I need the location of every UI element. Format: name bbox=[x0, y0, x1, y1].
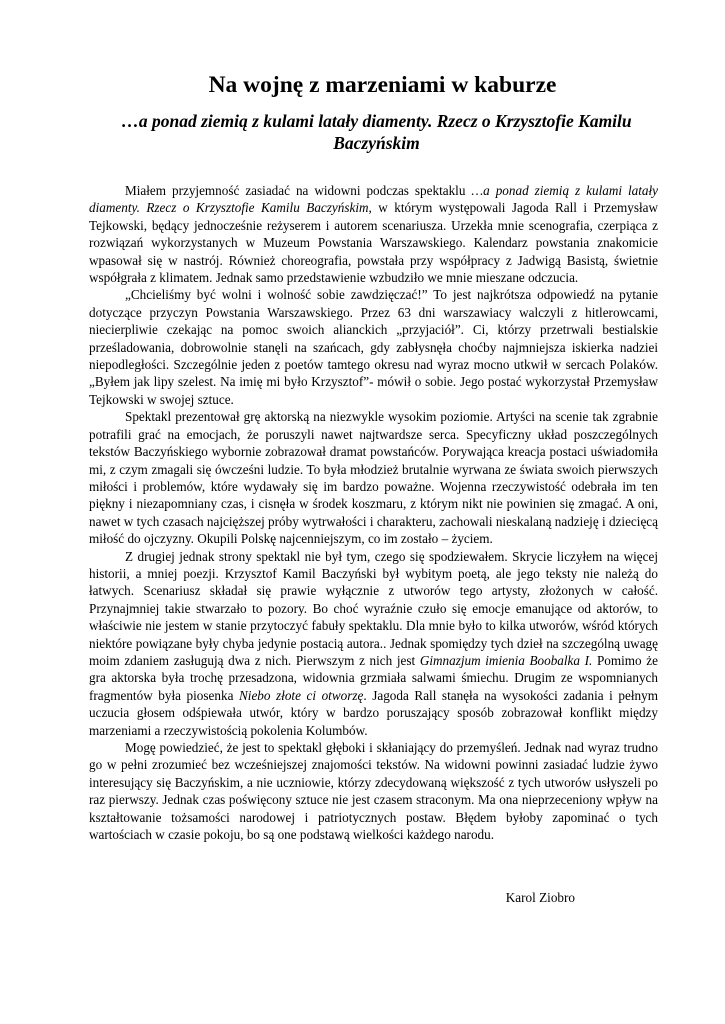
song-title-reference: Niebo złote ci otworzę bbox=[238, 687, 364, 703]
paragraph-4-text-a: Z drugiej jednak strony spektakl nie był tym, czego się spodziewałem. Skrycie liczyłem na więcej historii, a mniej poezji. Krzysztof Kamil Baczyński był wybitym poetą, ale jego teksty nie należą do łatwych. Scenariusz składał się prawie wyłącznie z utworów tego artysty, złożonych w całość. Przynajmniej takie stwarzało to pozory. Bo choć wyraźnie czuło się emocje emanujące od aktorów, to właściwie nie jestem w stanie przytoczyć fabuły spektaklu. Dla mnie było to kilka utworów, wśród których niektóre powiązane były chyba jedynie postacią autora.. Jednak spomiędzy tych dzieł na szczególną uwagę moim zdaniem zasługują dwa z nich. Pierwszym z nich jest bbox=[89, 548, 658, 668]
article-title: Na wojnę z marzeniami w kaburze bbox=[208, 72, 557, 98]
paragraph-4 bbox=[89, 548, 658, 739]
play-title-reference: …a ponad ziemią z kulami latały diamenty. Rzecz o Krzysztofie Kamilu Baczyńskim bbox=[89, 183, 659, 216]
paragraph-4-text-e: . Jagoda Rall stanęła na wysokości zadania i pełnym uczucia głosem odśpiewała utwór, który w bardzo poruszający sposób zobrazował konflikt między marzeniami a rzeczywistością pokolenia Kolumbów. bbox=[89, 687, 658, 738]
paragraph-5: Mogę powiedzieć, że jest to spektakl głęboki i skłaniający do przemyśleń. Jednak nad wyraz trudno go w pełni zrozumieć bez wcześniejszej znajomości tekstów. Na widowni powinni zasiadać ludzie żywo interesujący się Baczyńskim, a nie uczniowie, którzy zdecydowaną większość z tych utworów usłyszeli po raz pierwszy. Jednak czas poświęcony sztuce nie jest czasem straconym. Ma ona nieprzeceniony wpływ na kształtowanie tożsamości narodowej i patriotycznych postaw. Błędem byłoby zapominać o tych wartościach w czasie pokoju, bo są one podstawą wielkości każdego narodu. bbox=[89, 740, 658, 843]
paragraph-1 bbox=[89, 182, 658, 286]
article-body bbox=[89, 182, 658, 843]
gimnazjum-title-reference: Gimnazjum imienia Boobalka I. bbox=[419, 652, 593, 668]
author-signature: Karol Ziobro bbox=[505, 890, 575, 905]
article-subtitle: …a ponad ziemią z kulami latały diamenty. Rzecz o Krzysztofie Kamilu Baczyńskim bbox=[121, 111, 632, 153]
paragraph-4-text-c: Pomimo że gra aktorska była trochę przesadzona, widownia grzmiała salwami śmiechu. Drugim ze wspomnianych fragmentów była piosenka bbox=[89, 652, 658, 703]
paragraph-3: Spektakl prezentował grę aktorską na niezwykle wysokim poziomie. Artyści na scenie tak zgrabnie potrafili grać na emocjach, że poruszyli nawet najtwardsze serca. Specyficzny układ poszczególnych tekstów Baczyńskiego wybornie zobrazował dramat powstańców. Porywająca kreacja postaci uświadomiła mi, z czym zmagali się ówcześni ludzie. To była młodzież brutalnie wyrwana ze świata swoich pierwszych miłości i problemów, które wydawały się im bardzo poważne. Wojenna rzeczywistość odebrała im ten piękny i niezapomniany czas, i cisnęła w środek koszmaru, z którym nikt nie powinien się zmagać. A oni, nawet w tych czasach najcięższej próby wytrwałości i charakteru, zachowali nieskalaną nadzieję i dziecięcą miłość do ojczyzny. Okupili Polskę najcenniejszym, co im zostało – życiem. bbox=[89, 409, 658, 547]
paragraph-2: „Chcieliśmy być wolni i wolność sobie zawdzięczać!” To jest najkrótsza odpowiedź na pytanie dotyczące przyczyn Powstania Warszawskiego. Przez 63 dni warszawiacy walczyli z hitlerowcami, niecierpliwie czekając na pomoc swoich alianckich „przyjaciół”. Ci, którzy przetrwali bestialskie prześladowania, dobrowolnie stanęli na szańcach, gdy zabłysnęła choćby najmniejsza iskierka nadziei niepodległości. Szczególnie jeden z poetów tamtego okresu nad wyraz mocno utkwił w sercach Polaków. „Byłem jak lipy szelest. Na imię mi było Krzysztof”- mówił o sobie. Jego postać wykorzystał Przemysław Tejkowski w swojej sztuce. bbox=[89, 287, 658, 407]
paragraph-1-text-a: Miałem przyjemność zasiadać na widowni podczas spektaklu bbox=[125, 183, 472, 198]
paragraph-1-text-c: , w którym występowali Jagoda Rall i Przemysław Tejkowski, będący jednocześnie reżyserem i autorem scenariusza. Urzekła mnie scenografia, czerpiąca z rozwiązań wykorzystanych w Muzeum Powstania Warszawskiego. Kalendarz powstania znakomicie wpasował się w nastrój. Również choreografia, powstała przy współpracy z Jadwigą Basistą, świetnie współgrała z klimatem. Jednak samo przedstawienie wzbudziło we mnie mieszane odczucia. bbox=[89, 200, 658, 286]
